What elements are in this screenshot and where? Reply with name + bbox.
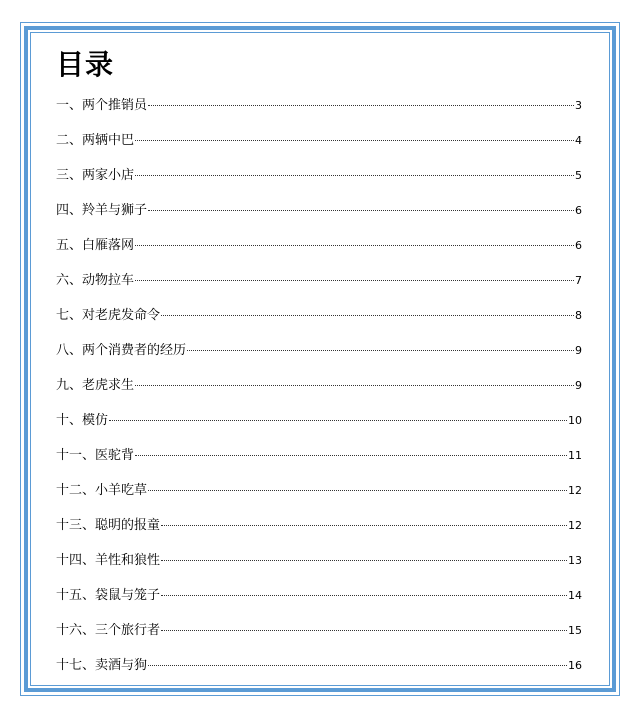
toc-page-number: 16 (568, 659, 582, 672)
toc-page-number: 9 (575, 379, 582, 392)
toc-dot-leader (135, 455, 567, 456)
toc-entry-title: 十二、小羊吃草 (56, 483, 148, 498)
toc-entry[interactable] (56, 127, 582, 162)
toc-entry-title: 六、动物拉车 (56, 273, 135, 288)
toc-heading: 目录 (56, 48, 115, 81)
toc-dot-leader (135, 175, 574, 176)
toc-entry-title: 五、白雁落网 (56, 238, 135, 253)
toc-entry-title: 十五、袋鼠与笼子 (56, 588, 161, 603)
toc-entry[interactable] (56, 617, 582, 652)
toc-dot-leader (109, 420, 567, 421)
toc-page-number: 11 (568, 449, 582, 462)
toc-page-number: 3 (575, 99, 582, 112)
toc-entry[interactable] (56, 232, 582, 267)
toc-entry-title: 二、两辆中巴 (56, 133, 135, 148)
toc-dot-leader (161, 630, 567, 631)
toc-page-number: 12 (568, 519, 582, 532)
toc-dot-leader (161, 315, 574, 316)
toc-entry-title: 十七、卖酒与狗 (56, 658, 148, 673)
toc-dot-leader (187, 350, 574, 351)
toc-entry[interactable] (56, 442, 582, 477)
toc-page-number: 5 (575, 169, 582, 182)
toc-entry-title: 十六、三个旅行者 (56, 623, 161, 638)
toc-dot-leader (135, 140, 574, 141)
toc-entry[interactable] (56, 267, 582, 302)
toc-entry-title: 十、模仿 (56, 413, 109, 428)
toc-page-number: 9 (575, 344, 582, 357)
toc-page-number: 15 (568, 624, 582, 637)
toc-entry[interactable] (56, 582, 582, 617)
toc-entry-title: 十三、聪明的报童 (56, 518, 161, 533)
toc-entry[interactable] (56, 337, 582, 372)
toc-page-number: 12 (568, 484, 582, 497)
toc-entry-title: 一、两个推销员 (56, 98, 148, 113)
toc-entry-title: 八、两个消费者的经历 (56, 343, 187, 358)
toc-page-number: 13 (568, 554, 582, 567)
toc-page-number: 10 (568, 414, 582, 427)
toc-dot-leader (148, 105, 574, 106)
toc-entry-title: 三、两家小店 (56, 168, 135, 183)
toc-entry[interactable] (56, 162, 582, 197)
toc-dot-leader (135, 385, 574, 386)
toc-dot-leader (135, 245, 574, 246)
toc-page-number: 6 (575, 239, 582, 252)
toc-page-number: 4 (575, 134, 582, 147)
toc-dot-leader (148, 665, 567, 666)
toc-entry-title: 七、对老虎发命令 (56, 308, 161, 323)
toc-entry-title: 四、羚羊与狮子 (56, 203, 148, 218)
toc-page-number: 14 (568, 589, 582, 602)
toc-entry[interactable] (56, 302, 582, 337)
toc-entry[interactable] (56, 652, 582, 687)
toc-entry-title: 十一、医驼背 (56, 448, 135, 463)
toc-dot-leader (161, 560, 567, 561)
toc-page-number: 8 (575, 309, 582, 322)
toc-dot-leader (161, 595, 567, 596)
toc-entry-title: 九、老虎求生 (56, 378, 135, 393)
toc-dot-leader (135, 280, 574, 281)
toc-list (56, 92, 582, 687)
toc-dot-leader (148, 210, 574, 211)
toc-dot-leader (161, 525, 567, 526)
toc-entry[interactable] (56, 372, 582, 407)
toc-entry[interactable] (56, 92, 582, 127)
toc-entry[interactable] (56, 512, 582, 547)
toc-entry[interactable] (56, 197, 582, 232)
toc-entry-title: 十四、羊性和狼性 (56, 553, 161, 568)
toc-dot-leader (148, 490, 567, 491)
toc-entry[interactable] (56, 407, 582, 442)
toc-page-number: 6 (575, 204, 582, 217)
toc-entry[interactable] (56, 477, 582, 512)
toc-page-number: 7 (575, 274, 582, 287)
toc-entry[interactable] (56, 547, 582, 582)
